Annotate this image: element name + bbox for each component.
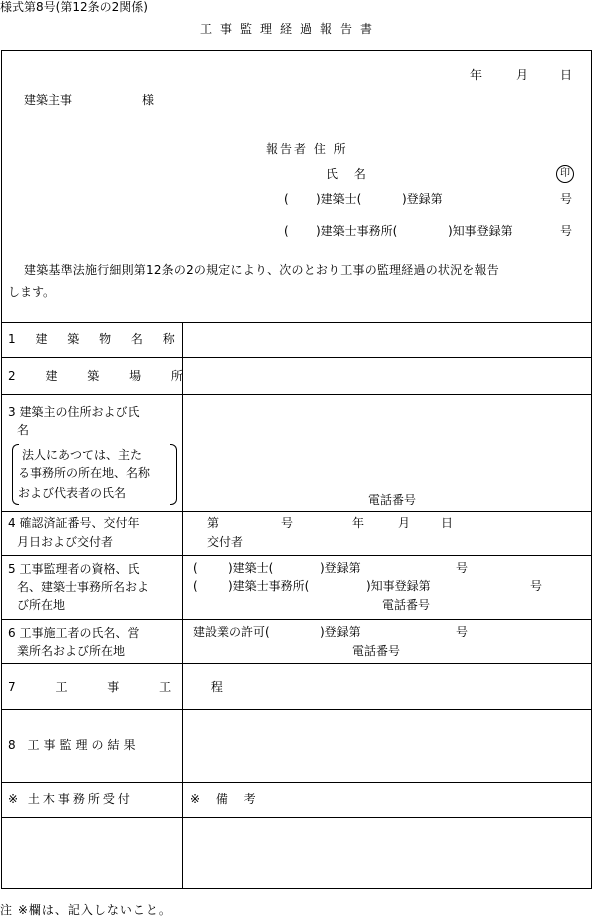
row-owner-note-3: および代表者の氏名	[18, 486, 127, 500]
form-id: 様式第8号(第12条の2関係)	[0, 0, 148, 14]
sup1-open: (	[193, 561, 198, 575]
row-owner-tel: 電話番号	[368, 493, 417, 507]
reg1-architect: )建築士(	[316, 192, 362, 206]
confirm-day: 日	[441, 516, 454, 530]
confirm-dai: 第	[207, 516, 220, 530]
confirm-year: 年	[352, 516, 365, 530]
sup2-go: 号	[530, 579, 543, 593]
owner-label: 建築主事	[24, 93, 73, 107]
reg1-open: (	[284, 192, 289, 206]
reg1-number: )登録第	[402, 192, 443, 206]
seal-mark: 印	[556, 165, 574, 183]
confirm-go: 号	[281, 516, 294, 530]
sup2-open: (	[193, 579, 198, 593]
confirm-month: 月	[398, 516, 411, 530]
statement-line-2: します。	[8, 285, 56, 299]
row-owner-note-1: 法人にあつては、主た	[22, 448, 143, 462]
row-building-name-label: 1 建 築 物 名 称	[8, 332, 183, 346]
row-contractor-label-2: 業所名および所在地	[17, 644, 126, 658]
form-title: 工事監理経過報告書	[200, 22, 381, 36]
sup1-architect: )建築士(	[228, 561, 274, 575]
row-confirmation-label-2: 月日および交付者	[17, 535, 114, 549]
row-supervisor-tel: 電話番号	[382, 598, 431, 612]
reporter-name-label: 氏 名	[326, 167, 372, 181]
contractor-permit: 建設業の許可(	[193, 625, 270, 639]
reporter-address-label: 報告者 住 所	[266, 142, 348, 156]
reg2-number: )知事登録第	[448, 224, 513, 238]
row-supervisor-label-1: 5 工事監理者の資格、氏	[8, 562, 140, 576]
confirm-issuer: 交付者	[207, 535, 244, 549]
row-office-receipt-label: ※ 土木事務所受付	[8, 792, 133, 806]
reg1-go: 号	[560, 192, 573, 206]
row-result-label: 8 工事監理の結果	[8, 738, 140, 752]
reg2-go: 号	[560, 224, 573, 238]
reg2-open: (	[284, 224, 289, 238]
row-confirmation-label-1: 4 確認済証番号、交付年	[8, 516, 140, 530]
sup1-number: )登録第	[320, 561, 361, 575]
date-year: 年	[470, 68, 483, 82]
row-schedule-label: 7 工 事 工 程	[8, 680, 241, 694]
contractor-go: 号	[456, 625, 469, 639]
row-owner-note-2: る事務所の所在地、名称	[18, 466, 151, 480]
row-remarks-label: ※ 備 考	[190, 792, 262, 806]
sup1-go: 号	[456, 561, 469, 575]
row-owner-label-2: 名	[17, 423, 30, 437]
reg2-office: )建築士事務所(	[316, 224, 398, 238]
row-contractor-tel: 電話番号	[352, 644, 401, 658]
row-owner-label-1: 3 建築主の住所および氏	[8, 405, 140, 419]
contractor-number: )登録第	[320, 625, 361, 639]
owner-suffix: 様	[142, 93, 155, 107]
footnote: 注 ※欄は、記入しないこと。	[0, 903, 172, 917]
row-contractor-label-1: 6 工事施工者の氏名、営	[8, 626, 140, 640]
sup2-number: )知事登録第	[366, 579, 431, 593]
note-bracket-right	[170, 444, 177, 505]
sup2-office: )建築士事務所(	[228, 579, 310, 593]
date-month: 月	[516, 68, 529, 82]
row-supervisor-label-2: 名、建築士事務所名およ	[17, 580, 150, 594]
row-site-label: 2 建 築 場 所	[8, 369, 196, 383]
date-day: 日	[560, 68, 573, 82]
statement-line-1: 建築基準法施行細則第12条の2の規定により、次のとおり工事の監理経過の状況を報告	[24, 263, 499, 277]
row-supervisor-label-3: び所在地	[17, 598, 66, 612]
